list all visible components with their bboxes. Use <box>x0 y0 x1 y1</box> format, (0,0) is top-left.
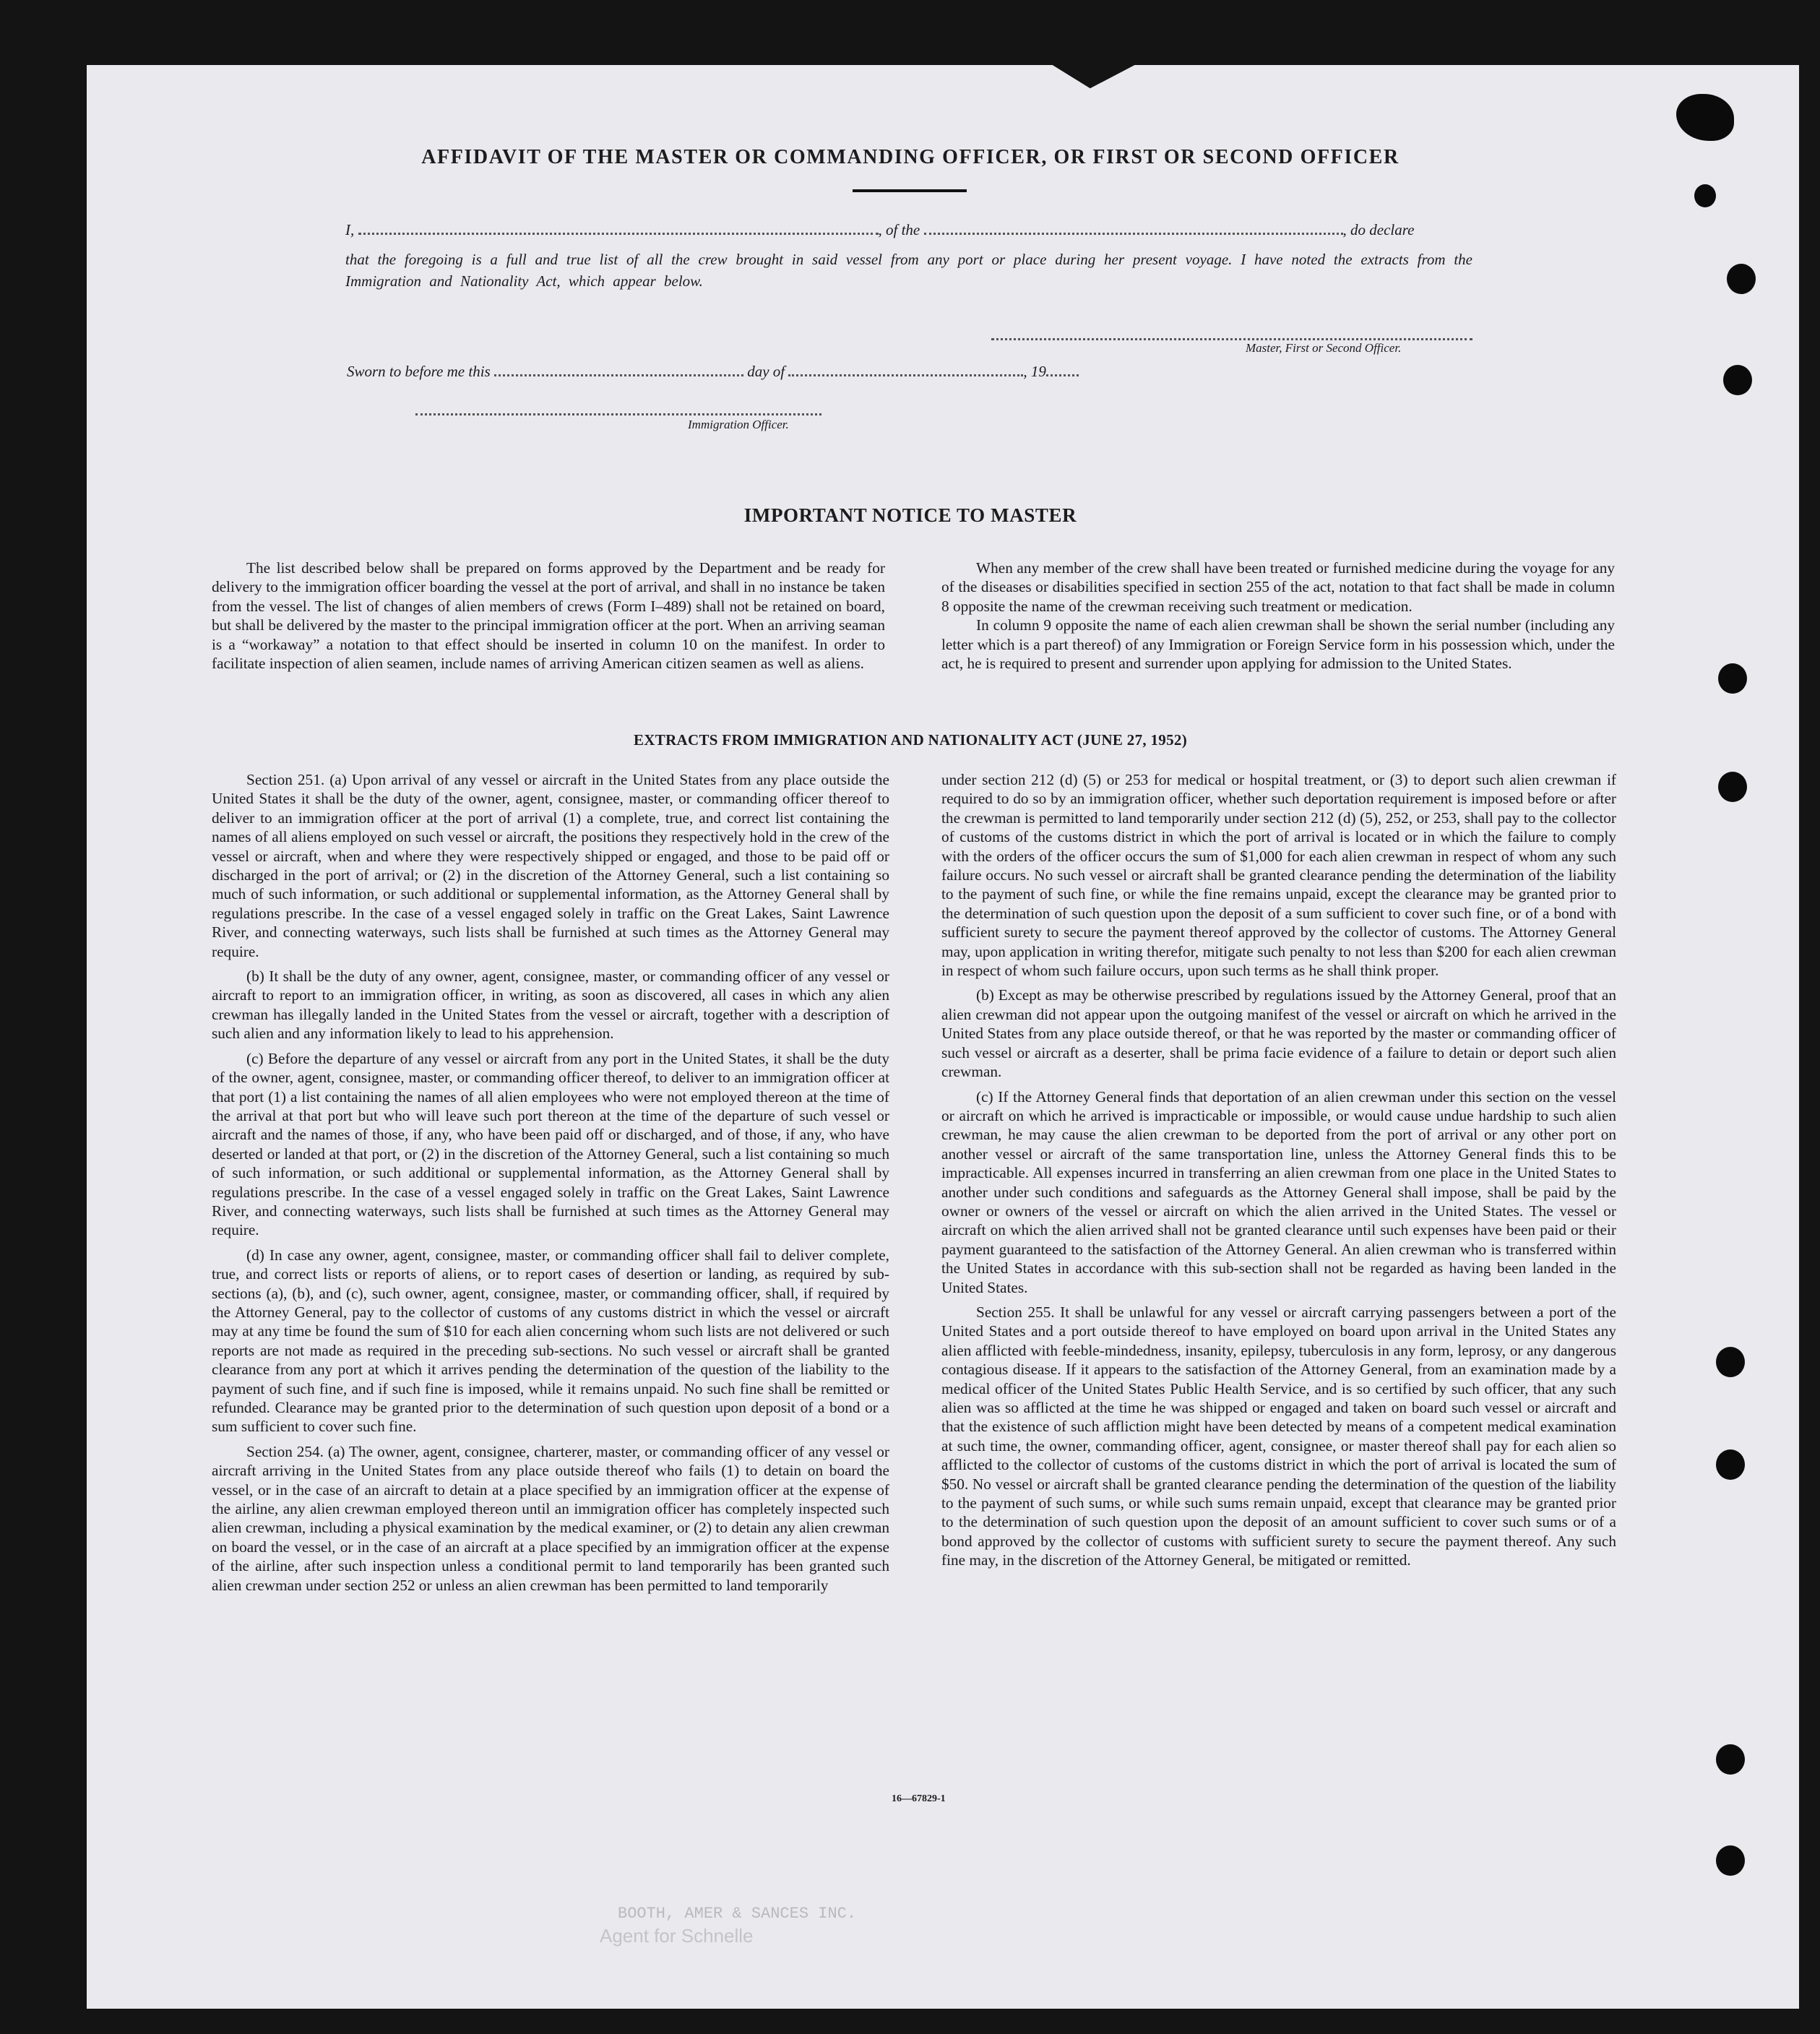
extract-paragraph: (d) In case any owner, agent, consignee, master, or commanding officer shall fail to deliver complete, true, and correct lists or reports of aliens, or to report cases of desertion or landing, as required by sub-sections (a), (b), and (c), such owner, agent, consignee, master, or commanding officer, shall, if required by the Attorney General, pay to the collector of customs of any customs district in which the vessel or aircraft may at any time be found the sum of $10 for each alien concerning whom such lists are not delivered or such reports are not made as required in the preceding sub-sections. No such vessel or aircraft shall be granted clearance from any port at which it arrives pending the determination of the question of the liability to the payment of such fine, and if such fine is imposed, while it remains unpaid. No such fine shall be remitted or refunded. Clearance may be granted prior to the determination of such question upon deposit of a bond or a sum sufficient to cover such fine. <box>212 1246 889 1436</box>
extracts-right-column <box>941 770 1616 1576</box>
bleed-through-text: BOOTH, AMER & SANCES INC. <box>618 1905 857 1923</box>
extract-paragraph: under section 212 (d) (5) or 253 for medical or hospital treatment, or (3) to deport such alien crewman if required to do so by an immigration officer, whether such deportation requirement is imposed before or after the crewman is permitted to land temporarily under section 212 (d) (5), 252, or 253, shall pay to the collector of customs of the customs district in which the port of arrival is located or in which the failure to comply with the orders of the officer occurs the sum of $1,000 for each alien crewman in respect of whom any such failure occurs. No such vessel or aircraft shall be granted clearance pending the determination of the liability to the payment of such fine, or while the fine remains unpaid, except the clearance may be granted prior to the determination of such question upon the deposit of a sum sufficient to cover such fine, or of a bond with sufficient surety to secure the payment thereof approved by the collector of customs. The Attorney General may, upon application in writing therefor, mitigate such penalty to not less than $200 for each alien crewman in respect of whom such failure occurs, upon such terms as he shall think proper. <box>941 771 1616 980</box>
vessel-field[interactable] <box>924 225 1343 235</box>
form-number: 16—67829-1 <box>892 1793 946 1804</box>
day-of-label: day of <box>747 363 785 380</box>
notice-left-column <box>212 559 885 678</box>
extract-paragraph: (b) It shall be the duty of any owner, agent, consignee, master, or commanding officer of any vessel or aircraft to report to an immigration officer, in writing, as soon as discovered, all cases in which any alien crewman has illegally landed in the United States from the vessel or aircraft, together with a description of such alien and any information likely to lead to his apprehension. <box>212 968 889 1043</box>
officer-signature-label: Immigration Officer. <box>688 418 789 431</box>
sworn-month-field[interactable] <box>788 367 1023 376</box>
title-rule <box>853 189 967 192</box>
punch-hole <box>1727 264 1756 294</box>
year-label: , 19 <box>1023 363 1046 380</box>
punch-hole <box>1723 365 1752 395</box>
punch-hole <box>1716 1845 1745 1876</box>
punch-hole <box>1718 663 1747 694</box>
extract-paragraph: Section 254. (a) The owner, agent, consignee, charterer, master, or commanding officer of any vessel or aircraft arriving in the United States from any place outside thereof who fails (1) to detain on board the vessel, or in the case of an aircraft to detain at a place specified by an immigration officer at the expense of the airline, any alien crewman employed thereon until an immigration officer has completely inspected such alien crewman, including a physical examination by the medical examiner, or (2) to detain any alien crewman on board the vessel, or in the case of an aircraft at a place specified by an immigration officer at the expense of the airline, after such inspection unless a conditional permit to land temporarily has been granted such alien crewman under section 252 or unless an alien crewman has been permitted to land temporarily <box>212 1442 889 1594</box>
extract-paragraph: Section 251. (a) Upon arrival of any vessel or aircraft in the United States from any place outside the United States it shall be the duty of the owner, agent, consignee, master, or commanding officer thereof to deliver to an immigration officer at the port of arrival (1) a complete, true, and correct list containing the names of all aliens employed on such vessel or aircraft, the positions they respectively hold in the crew of the vessel or aircraft, when and where they were respectively shipped or engaged, and those to be paid off or discharged in the port of arrival; or (2) in the discretion of the Attorney General, such a list containing so much of such information, or such additional or supplemental information, as the Attorney General shall by regulations prescribe. In the case of a vessel engaged solely in traffic on the Great Lakes, Saint Lawrence River, and connecting waterways, such lists shall be furnished at such times as the Attorney General may require. <box>212 771 889 960</box>
sworn-label: Sworn to before me this <box>347 363 491 380</box>
notice-right-paragraph: When any member of the crew shall have been treated or furnished medicine during the voyage for any of the diseases or disabilities specified in section 255 of the act, notation to that fact shall be made in column 8 opposite the name of the crewman receiving such treatment or medication. <box>941 559 1615 615</box>
punch-hole <box>1716 1347 1745 1377</box>
affidavit-title: AFFIDAVIT OF THE MASTER OR COMMANDING OFFICER, OR FIRST OR SECOND OFFICER <box>421 146 1399 168</box>
i-label: I, <box>345 221 355 238</box>
bleed-through-text: Agent for Schnelle <box>600 1925 754 1947</box>
punch-hole <box>1716 1449 1745 1480</box>
extract-paragraph: (c) If the Attorney General finds that deportation of an alien crewman under this section on the vessel or aircraft on which he arrived is impracticable or impossible, or would cause undue hardship to such alien crewman, he may cause the alien crewman to be deported from the port of arrival or any other port on another vessel or aircraft of the same transportation line, unless the Attorney General finds this to be impracticable. All expenses incurred in transferring an alien crewman from one place in the United States to another under such conditions and safeguards as the Attorney General shall impose, shall be paid by the owner or owners of the vessel or aircraft on which the alien arrived in the United States. The vessel or aircraft on which the alien arrived shall not be granted clearance until such expenses have been paid or their payment guaranteed to the satisfaction of the Attorney General. An alien crewman who is transferred within the United States in accordance with this sub-section shall not be regarded as having been landed in the United States. <box>941 1087 1616 1296</box>
declare-line <box>345 221 1414 239</box>
extracts-title: EXTRACTS FROM IMMIGRATION AND NATIONALITY ACT (JUNE 27, 1952) <box>634 731 1187 749</box>
officer-signature-field[interactable] <box>415 406 821 415</box>
sworn-day-field[interactable] <box>494 367 743 376</box>
extract-paragraph: (b) Except as may be otherwise prescribed by regulations issued by the Attorney General, proof that an alien crewman did not appear upon the outgoing manifest of the vessel or aircraft on which he arrived in the United States from any place outside thereof, or that he was reported by the master or commanding officer of such vessel or aircraft as a deserter, shall be prima facie evidence of a failure to detain or deport such alien crewman. <box>941 986 1616 1081</box>
of-the-label: , of the <box>878 221 920 238</box>
notice-title: IMPORTANT NOTICE TO MASTER <box>743 504 1077 526</box>
extract-paragraph: (c) Before the departure of any vessel or aircraft from any port in the United States, it shall be the duty of the owner, agent, consignee, master, or commanding officer thereof, to deliver to an immigration officer at that port (1) a list containing the names of all alien employees who were not employed thereon at the time of the arrival at that port but who will leave such port thereon at the time of the departure of such vessel or aircraft and the names of those, if any, who have been paid off or discharged, and of those, if any, who have deserted or landed at that port, or (2) in the discretion of the Attorney General, such a list containing so much of such information, or such additional or supplemental information, as the Attorney General shall by regulations prescribe. In the case of a vessel engaged solely in traffic on the Great Lakes, Saint Lawrence River, and connecting waterways, such lists shall be furnished at such times as the Attorney General may require. <box>212 1049 889 1239</box>
name-field[interactable] <box>358 225 879 235</box>
sworn-line <box>347 363 1079 381</box>
extract-paragraph: Section 255. It shall be unlawful for any vessel or aircraft carrying passengers between a port of the United States and a port outside thereof to have employed on board upon arrival in the United States any alien afflicted with feeble-mindedness, insanity, epilepsy, tuberculosis in any form, leprosy, or any dangerous contagious disease. If it appears to the satisfaction of the Attorney General, from an examination made by a medical officer of the United States Public Health Service, and is so certified by such officer, that any such alien was so afflicted at the time he was shipped or engaged and taken on board such vessel or aircraft and that the existence of such affliction might have been detected by means of a competent medical examination at such time, the owner, commanding officer, agent, consignee, or master thereof shall pay for each alien so afflicted to the collector of customs of the customs district in which the port of arrival is located the sum of $50. No vessel or aircraft shall be granted clearance pending the determination of the question of the liability to the payment of such sums, or while such sums remain unpaid, except that clearance may be granted prior to the determination of such question upon the deposit of an amount sufficient to cover such sums or of a bond approved by the collector of customs with sufficient surety to secure the payment thereof. Any such fine may, in the discretion of the Attorney General, be mitigated or remitted. <box>941 1303 1616 1569</box>
master-signature-field[interactable] <box>991 331 1472 340</box>
declaration-text: that the foregoing is a full and true list of all the crew brought in said vessel from any port or place during her present voyage. I have noted the extracts from the Immigration and Nationality Act, which appear below. <box>345 251 1472 290</box>
master-signature-label: Master, First or Second Officer. <box>1246 341 1402 355</box>
notice-right-column <box>941 559 1615 678</box>
punch-hole <box>1716 1744 1745 1775</box>
punch-hole <box>1718 772 1747 802</box>
do-declare-label: , do declare <box>1342 221 1415 238</box>
notice-left-paragraph: The list described below shall be prepared on forms approved by the Department and be ready for delivery to the immigration officer boarding the vessel at the port of arrival, and shall in no instance be taken from the vessel. The list of changes of alien members of crews (Form I–489) shall not be retained on board, but shall be delivered by the master to the principal immigration officer at the port. When an arriving seaman is a “workaway” a notation to that effect should be inserted in column 10 on the manifest. In order to facilitate inspection of alien seamen, include names of arriving American citizen seamen as well as aliens. <box>212 559 885 673</box>
notice-right-paragraph: In column 9 opposite the name of each alien crewman shall be shown the serial number (including any letter which is a part thereof) of any Immigration or Foreign Service form in his possession which, under the act, he is required to present and surrender upon applying for admission to the United States. <box>941 616 1615 673</box>
punch-hole <box>1694 184 1716 207</box>
extracts-left-column <box>212 770 889 1600</box>
year-field[interactable] <box>1046 367 1079 376</box>
